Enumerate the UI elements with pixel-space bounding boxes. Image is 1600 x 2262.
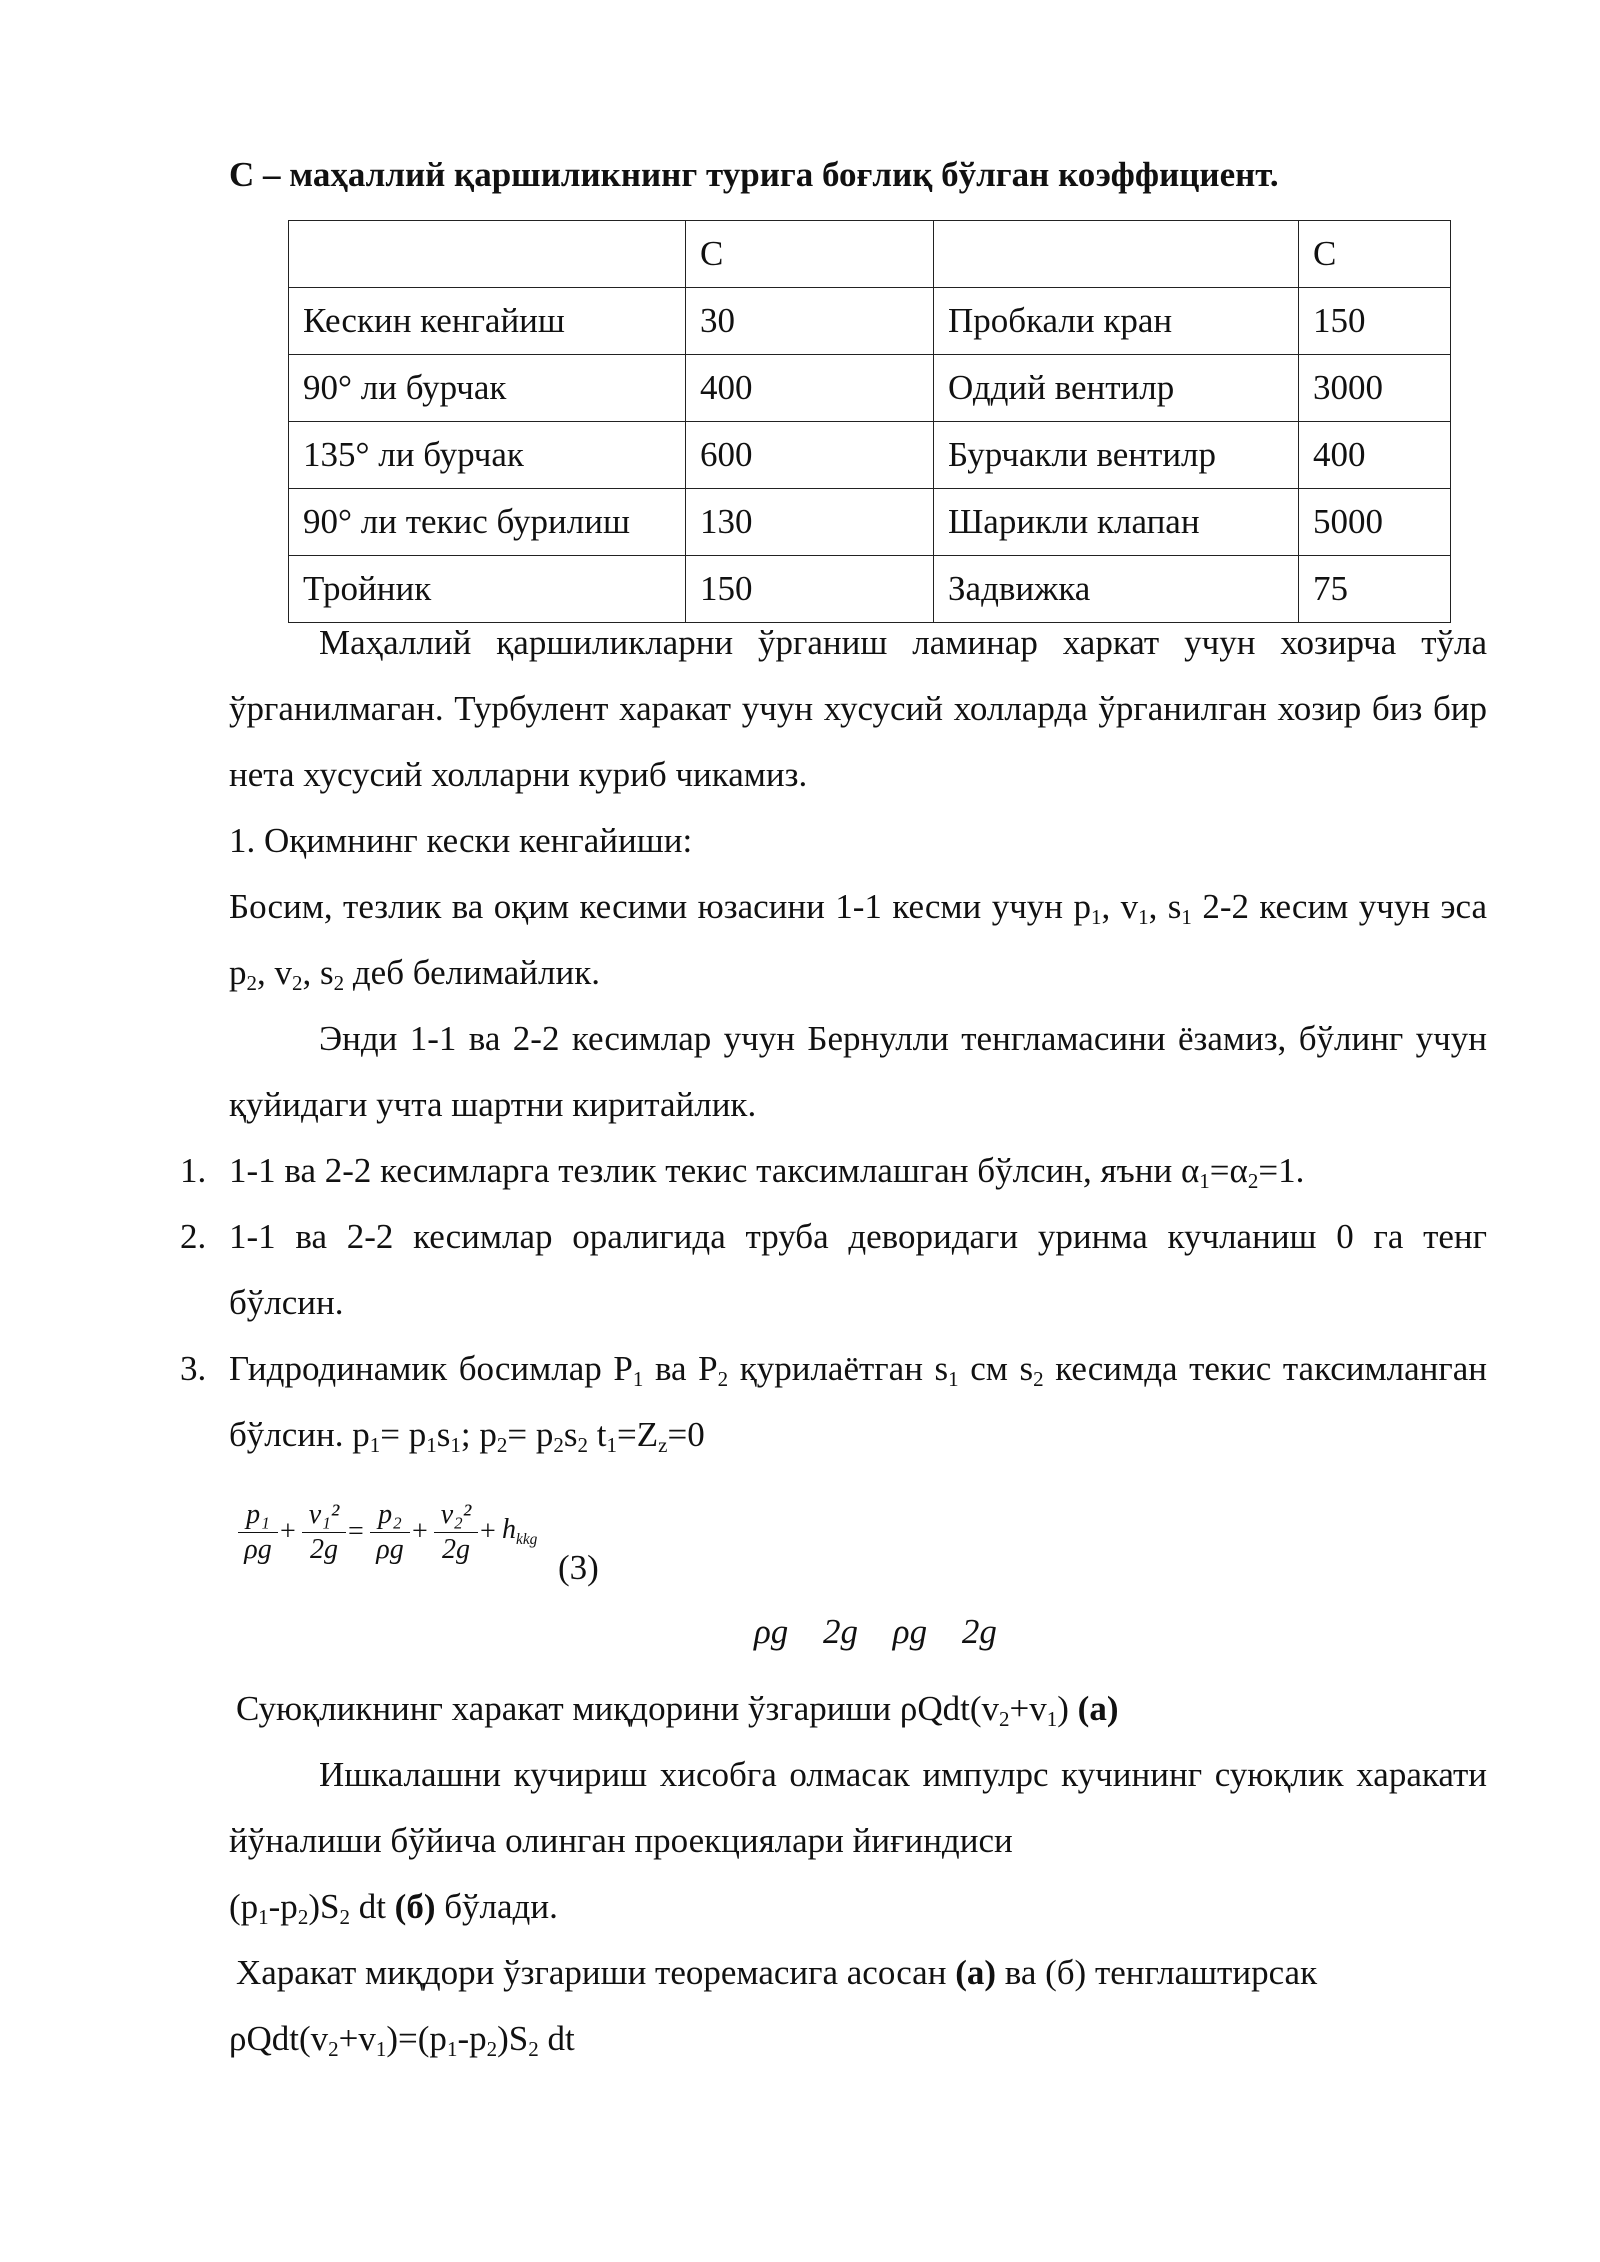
table-cell: Кескин кенгайиш [289, 288, 686, 355]
equation-number: (3) [558, 1548, 599, 1587]
table-cell: 400 [1299, 422, 1451, 489]
table-cell: 600 [686, 422, 934, 489]
paragraph-momentum-change: Суюқликнинг харакат миқдорини ўзгариши $\rho Qdt(v_2+v_1)$ (а) [236, 1689, 1119, 1731]
head-loss-term: $h_{kkg}$ [502, 1514, 538, 1548]
table-cell: 400 [686, 355, 934, 422]
list-number: 1. [180, 1151, 207, 1190]
list-number: 2. [180, 1217, 207, 1256]
paragraph-notation: Босим, тезлик ва оқим кесими юзасини 1-1 кесми учун $p_1$, $v_1$, $s_1$ 2-2 кесим учун эса $p_2$, $v_2$, $s_2$ деб белимайлик. [229, 887, 1488, 995]
final-equation: $\rho Qdt(v_2+v_1)=(p_1-p_2)S_2$ dt [229, 2019, 575, 2061]
table-header-cell: C [1299, 221, 1451, 288]
page-heading: С – маҳаллий қаршиликнинг турига боғлиқ бўлган коэффициент. [229, 155, 1279, 194]
table-cell: 75 [1299, 556, 1451, 623]
coefficient-table [288, 220, 1451, 623]
table-cell: Задвижка [934, 556, 1299, 623]
fraction-p1-rhog: $\frac{\text{p₁}}{\rho g}$ [238, 1498, 278, 1567]
paragraph-pressure-force: $(p_1-p_2)S_2$ dt (б) бўлади. [229, 1887, 558, 1929]
table-header-cell [289, 221, 686, 288]
table-cell: 90° ли бурчак [289, 355, 686, 422]
table-cell: Пробкали кран [934, 288, 1299, 355]
list-item-2: 1-1 ва 2-2 кесимлар оралигида труба деворидаги уринма кучланиш 0 га тенг бўлсин. [229, 1217, 1487, 1322]
table-cell: 150 [1299, 288, 1451, 355]
table-cell: 3000 [1299, 355, 1451, 422]
table-cell: 130 [686, 489, 934, 556]
table-row [289, 422, 1451, 489]
list-item-1: 1-1 ва 2-2 кесимларга тезлик текис таксимлашган бўлсин, яъни $\alpha_1=\alpha_2=1$. [229, 1151, 1305, 1193]
paragraph-impulse-forces: Ишкалашни кучириш хисобга олмасак импулрс кучининг суюқлик харакати йўналиши бўйича олинган проекциялари йиғиндиси [229, 1755, 1487, 1860]
paragraph-bernoulli-intro: Энди 1-1 ва 2-2 кесимлар учун Бернулли тенгламасини ёзамиз, бўлинг учун қуйидаги учта шартни киритайлик. [229, 1019, 1487, 1124]
table-cell: Тройник [289, 556, 686, 623]
table-header-cell [934, 221, 1299, 288]
section-sudden-expansion: 1. Оқимнинг кески кенгайиши: [229, 821, 693, 860]
table-cell: Бурчакли вентилр [934, 422, 1299, 489]
table-cell: 30 [686, 288, 934, 355]
fraction-p2-rhog: $\frac{\text{p₂}}{\rho g}$ [370, 1498, 410, 1567]
table-cell: 5000 [1299, 489, 1451, 556]
table-cell: Оддий вентилр [934, 355, 1299, 422]
equals-sign: = [348, 1516, 364, 1547]
plus-sign: + [480, 1516, 496, 1547]
list-number: 3. [180, 1349, 207, 1388]
list-item-3: Гидродинамик босимлар $P_1$ ва $P_2$ қурилаётган $s_1$ см $s_2$ кесимда текис таксимланган бўлсин. $p_1= p_1s_1$; $p_2= p_2s_2$ $t_1=Z_z=0$ [229, 1349, 1487, 1457]
table-cell: 135° ли бурчак [289, 422, 686, 489]
paragraph-local-resistance: Маҳаллий қаршиликларни ўрганиш ламинар харкат учун хозирча тўла ўрганилмаган. Турбулент харакат учун хусусий холларда ўрганилган хозир биз бир нета хусусий холларни куриб чикамиз. [229, 623, 1487, 794]
plus-sign: + [280, 1516, 296, 1547]
paragraph-theorem: Харакат миқдори ўзгариши теоремасига асосан (а) ва (б) тенглаштирсак [236, 1953, 1318, 1992]
fraction-v2sq-2g: $\frac{\text{v₂²}}{2g}$ [434, 1498, 478, 1567]
table-row [289, 489, 1451, 556]
table-row [289, 288, 1451, 355]
formula-residue-line: ρg 2g ρg 2g [754, 1612, 997, 1651]
plus-sign: + [412, 1516, 428, 1547]
table-cell: Шарикли клапан [934, 489, 1299, 556]
table-cell: 150 [686, 556, 934, 623]
table-cell: 90° ли текис бурилиш [289, 489, 686, 556]
table-header-cell: C [686, 221, 934, 288]
table-header-row [289, 221, 1451, 288]
fraction-v1sq-2g: $\frac{\text{v₁²}}{2g}$ [302, 1498, 346, 1567]
table-row [289, 355, 1451, 422]
